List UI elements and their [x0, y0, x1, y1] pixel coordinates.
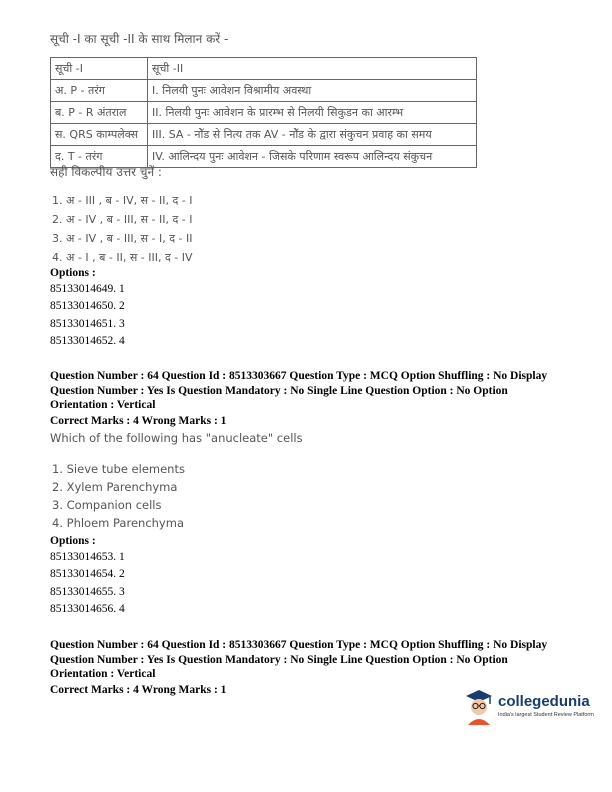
meta-line: Question Number : Yes Is Question Mandatory : No Single Line Question Option : No Option: [50, 384, 508, 397]
marks-line: Correct Marks : 4 Wrong Marks : 1: [50, 414, 227, 427]
logo-name: collegedunia: [498, 693, 590, 710]
list-item: 1. Sieve tube elements: [52, 462, 185, 476]
list-item: 2. अ - IV , ब - III, स - II, द - I: [52, 213, 193, 226]
table-row: [51, 80, 477, 102]
table-cell: ब. P - R अंतराल: [51, 102, 148, 124]
option-id: 85133014650. 2: [50, 300, 125, 312]
graduate-mascot-icon: [462, 687, 496, 725]
list-item: 4. Phloem Parenchyma: [52, 516, 184, 530]
table-cell: II. निलयी पुनः आवेशन के प्रारम्भ से निलयी सिकुडन का आरम्भ: [148, 102, 477, 124]
table-cell: I. निलयी पुनः आवेशन विश्रामीय अवस्था: [148, 80, 477, 102]
table-cell: अ. P - तरंग: [51, 80, 148, 102]
options-label: Options :: [50, 267, 96, 279]
list-item: 3. Companion cells: [52, 498, 162, 512]
table-cell: IV. आलिन्दय पुनः आवेशन - जिसके परिणाम स्वरूप आलिन्दय संकुचन: [148, 146, 477, 168]
table-row: [51, 58, 477, 80]
table-cell: सूची -I: [51, 58, 148, 80]
match-table: [50, 57, 477, 168]
table-cell: स. QRS काम्पलेक्स: [51, 124, 148, 146]
meta-line: Orientation : Vertical: [50, 399, 156, 411]
option-id: 85133014655. 3: [50, 585, 125, 598]
option-id: 85133014651. 3: [50, 317, 125, 330]
q1-choice-list: [52, 191, 193, 267]
q1-prompt: सही विकल्पीय उत्तर चुनें :: [50, 165, 162, 179]
table-cell: द. T - तरंग: [51, 146, 148, 168]
option-id: 85133014656. 4: [50, 603, 125, 615]
table-cell: III. SA - नोॅड से नित्य तक AV - नोॅड के द्वारा संकुचन प्रवाह का समय: [148, 124, 477, 146]
collegedunia-logo: [462, 687, 602, 727]
table-row: [51, 124, 477, 146]
list-item: 3. अ - IV , ब - III, स - I, द - II: [52, 232, 193, 245]
logo-tagline: India's largest Student Review Platform: [498, 712, 594, 718]
q2-question: Which of the following has "anucleate" cells: [50, 431, 303, 445]
q2-options-block: [50, 534, 125, 619]
option-id: 85133014649. 1: [50, 282, 125, 295]
meta-line: Orientation : Vertical: [50, 668, 156, 680]
options-label: Options :: [50, 535, 96, 547]
marks-line: Correct Marks : 4 Wrong Marks : 1: [50, 683, 227, 696]
q2-choice-list: [52, 460, 185, 532]
option-id: 85133014654. 2: [50, 568, 125, 580]
list-item: 2. Xylem Parenchyma: [52, 480, 178, 494]
meta-line: Question Number : Yes Is Question Mandatory : No Single Line Question Option : No Option: [50, 653, 508, 666]
q2-meta: [50, 369, 547, 428]
meta-line: Question Number : 64 Question Id : 8513303667 Question Type : MCQ Option Shuffling : No Display: [50, 370, 548, 382]
q1-title: सूची -I का सूची -II के साथ मिलान करें -: [50, 32, 229, 46]
option-id: 85133014652. 4: [50, 335, 125, 347]
list-item: 4. अ - I , ब - II, स - III, द - IV: [52, 251, 193, 264]
meta-line: Question Number : 64 Question Id : 8513303667 Question Type : MCQ Option Shuffling : No Display: [50, 639, 548, 651]
q1-options-block: [50, 266, 125, 351]
table-row: [51, 102, 477, 124]
list-item: 1. अ - III , ब - IV, स - II, द - I: [52, 194, 193, 207]
option-id: 85133014653. 1: [50, 550, 125, 563]
table-cell: सूची -II: [148, 58, 477, 80]
